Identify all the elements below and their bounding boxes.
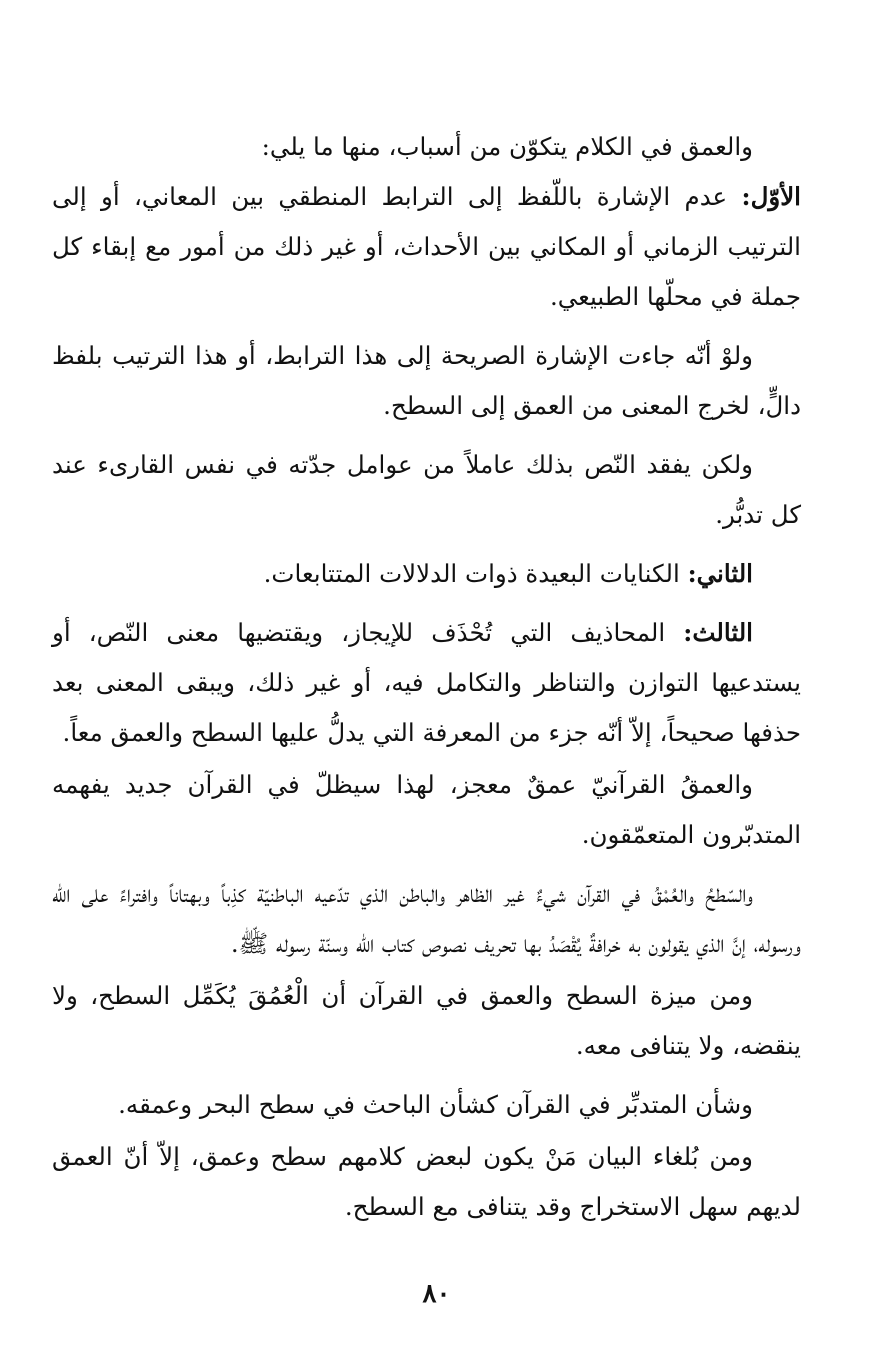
if-indicated-paragraph: ولوْ أنّه جاءت الإشارة الصريحة إلى هذا الترابط، أو هذا الترتيب بلفظ دالٍّ، لخرج المعنى من العمق إلى السطح.: [52, 341, 801, 420]
page-body: [52, 122, 801, 1232]
third-cause-paragraph: [52, 608, 801, 758]
second-cause-paragraph: [52, 549, 801, 599]
third-cause-text: المحاذيف التي تُحْذَف للإيجاز، ويقتضيها معنى النّص، أو يستدعيها التوازن والتناظر والتكامل فيه، أو غير ذلك، ويبقى المعنى بعد حذفها صحيحاً، إلاّ أنّه جزء من المعرفة التي يدلُّ عليها السطح والعمق معاً.: [52, 618, 801, 747]
page-number: ٨٠: [422, 1279, 451, 1309]
third-cause-label: الثالث:: [683, 618, 753, 647]
eloquent-paragraph: ومن بُلغاء البيان مَنْ يكون لبعض كلامهم سطح وعمق، إلاّ أنّ العمق لديهم سهل الاستخراج وقد يتنافى مع السطح.: [52, 1142, 801, 1221]
quranic-depth-paragraph: والعمقُ القرآنيّ عمقٌ معجز، لهذا سيظلّ في القرآن جديد يفهمه المتدبّرون المتعمّقون.: [52, 770, 801, 849]
contemplator-paragraph: وشأن المتدبِّر في القرآن كشأن الباحث في سطح البحر وعمقه.: [118, 1090, 753, 1119]
first-cause-text: عدم الإشارة باللّفظ إلى الترابط المنطقي بين المعاني، أو إلى الترتيب الزماني أو المكاني بين الأحداث، أو غير ذلك من أمور مع إبقاء كل جملة في محلّها الطبيعي.: [52, 182, 801, 311]
first-cause-paragraph: [52, 172, 801, 322]
intro-paragraph: والعمق في الكلام يتكوّن من أسباب، منها ما يلي:: [261, 132, 753, 161]
feature-paragraph: ومن ميزة السطح والعمق في القرآن أن الْعُمُقَ يُكَمِّل السطح، ولا ينقضه، ولا يتنافى معه.: [52, 981, 801, 1060]
second-cause-text: الكنايات البعيدة ذوات الدلالات المتتابعات.: [263, 559, 680, 588]
surface-depth-paragraph: والسّطحُ والعُمْقُ في القرآن شيءٌ غير الظاهر والباطن الذي تدّعيه الباطنيّة كذِباً وبهتاناً وافتراءً على الله ورسوله، إنَّ الذي يقولون به خرافةٌ يُقْصَدُ بها تحريف نصوص كتاب الله وسنّة رسوله ﷺ.: [52, 879, 801, 958]
first-cause-label: الأوّل:: [741, 182, 801, 211]
second-cause-label: الثاني:: [687, 559, 753, 588]
loses-paragraph: ولكن يفقد النّص بذلك عاملاً من عوامل جدّته في نفس القارىء عند كل تدبُّر.: [52, 450, 801, 529]
